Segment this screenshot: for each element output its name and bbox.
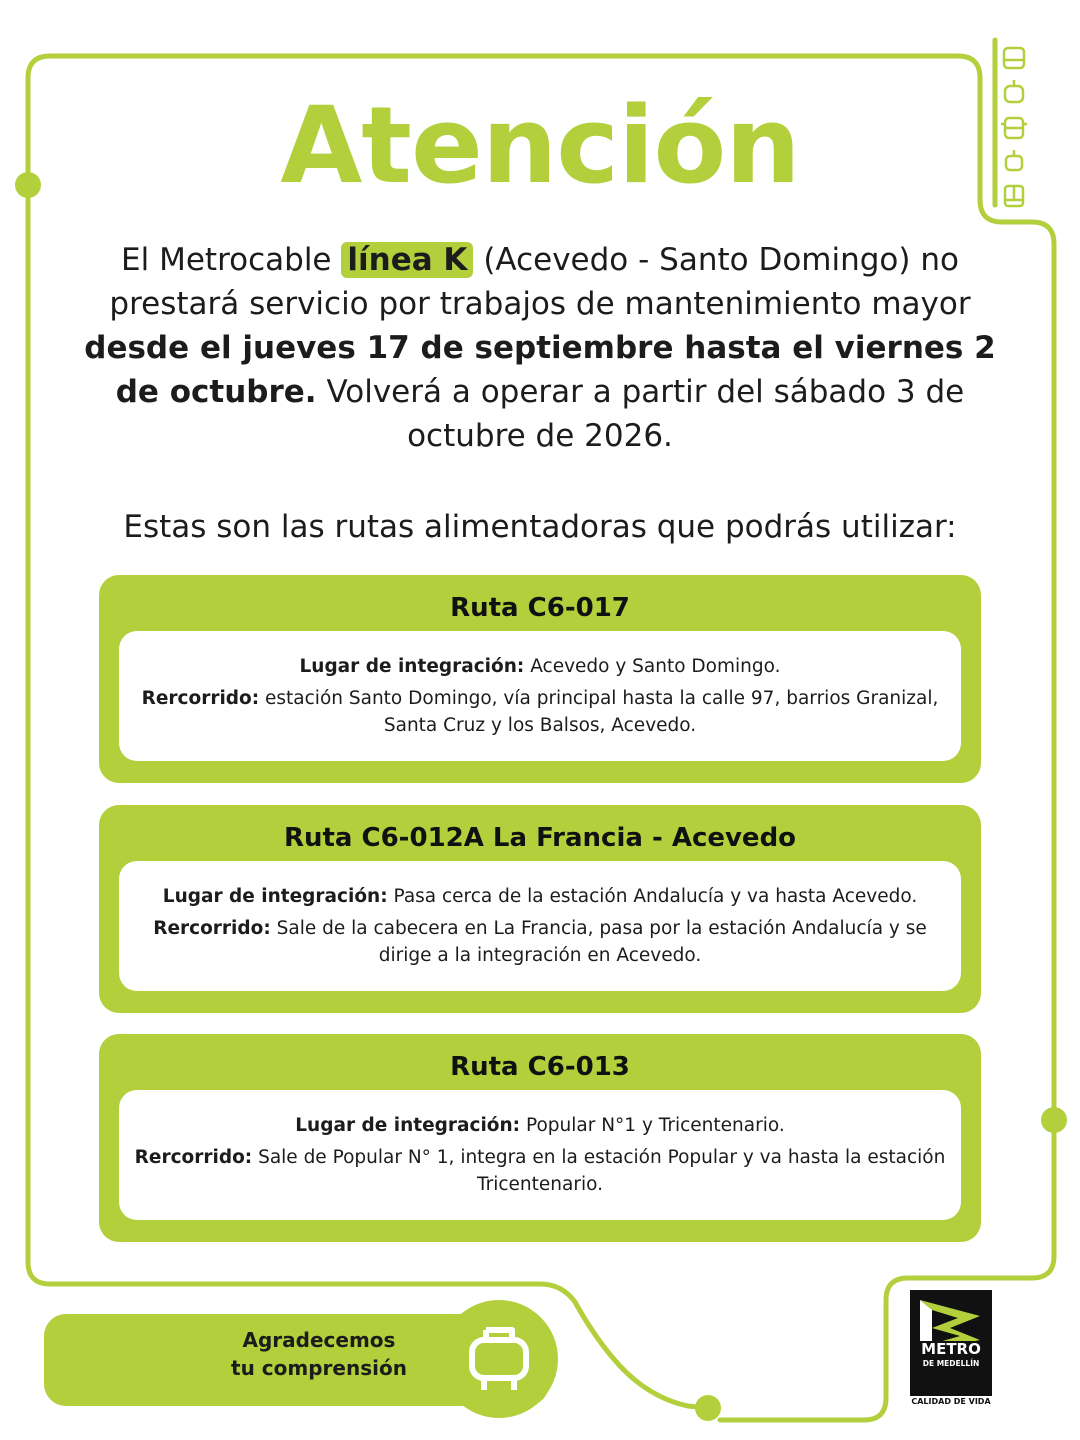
route-path-label: Rercorrido: [153, 918, 271, 939]
route-integration [133, 653, 947, 680]
bus-icon [1004, 48, 1024, 68]
logo-tagline: CALIDAD DE VIDA [911, 1397, 991, 1406]
route-path-value: Sale de Popular N° 1, integra en la estación Popular y va hasta la estación Tricentenario. [252, 1147, 946, 1195]
route-path [133, 685, 947, 739]
integration-label: Lugar de integración: [295, 1115, 521, 1136]
route-details [119, 1090, 961, 1220]
route-title: Ruta C6-012A La Francia - Acevedo [283, 823, 797, 853]
thanks-line-2: tu comprensión [231, 1356, 407, 1380]
integration-label: Lugar de integración: [299, 656, 525, 677]
intro-text-2: (Acevedo - Santo Domingo) no prestará servicio por trabajos de mantenimiento mayor [109, 242, 971, 322]
line-k-highlight: línea K [341, 242, 473, 278]
route-details [119, 631, 961, 761]
route-path-label: Rercorrido: [141, 688, 260, 709]
route-integration [133, 883, 947, 910]
logo-text: METRO [910, 1341, 992, 1358]
route-path-value: estación Santo Domingo, vía principal hasta la calle 97, barrios Granizal, Santa Cruz y los Balsos, Acevedo. [259, 688, 939, 736]
route-card [99, 805, 981, 1013]
route-title: Ruta C6-013 [450, 1052, 630, 1082]
logo-subtext: DE MEDELLÍN [910, 1358, 992, 1369]
page-title: Atención [280, 84, 800, 207]
thanks-text [214, 1326, 424, 1382]
integration-value: Popular N°1 y Tricentenario. [520, 1115, 785, 1136]
route-path-label: Rercorrido: [134, 1147, 253, 1168]
integration-value: Acevedo y Santo Domingo. [524, 656, 781, 677]
intro-dates: desde el jueves 17 de septiembre hasta el viernes 2 de octubre. [84, 330, 996, 410]
route-path-value: Sale de la cabecera en La Francia, pasa por la estación Andalucía y se dirige a la integración en Acevedo. [270, 918, 927, 966]
cable-car-cabin-icon [464, 1322, 534, 1396]
route-title: Ruta C6-017 [450, 593, 630, 623]
route-path [133, 915, 947, 969]
intro-text-3: Volverá a operar a partir del sábado 3 de octubre de 2026. [316, 374, 965, 454]
thanks-line-1: Agradecemos [242, 1328, 396, 1352]
intro-text-1: El Metrocable [121, 242, 342, 278]
intro-paragraph [60, 238, 1020, 458]
integration-value: Pasa cerca de la estación Andalucía y va hasta Acevedo. [387, 886, 918, 907]
integration-label: Lugar de integración: [162, 886, 388, 907]
route-integration [133, 1112, 947, 1139]
route-card [99, 575, 981, 783]
route-card [99, 1034, 981, 1242]
route-details [119, 861, 961, 991]
routes-intro: Estas son las rutas alimentadoras que podrás utilizar: [123, 509, 957, 545]
route-path [133, 1144, 947, 1198]
